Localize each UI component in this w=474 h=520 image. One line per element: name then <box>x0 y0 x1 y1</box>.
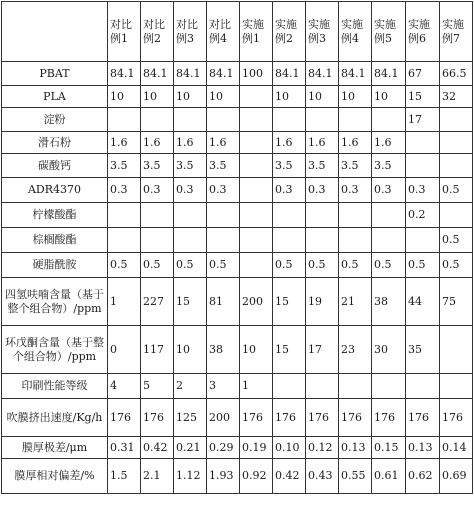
table-cell: 30 <box>372 326 406 374</box>
table-cell: 200 <box>207 399 240 437</box>
table-cell: 0.3 <box>108 178 141 203</box>
table-cell: 0.5 <box>339 253 372 278</box>
table-cell <box>240 154 273 178</box>
column-header: 实施例7 <box>440 2 473 62</box>
table-cell <box>273 108 306 132</box>
table-cell: 176 <box>108 399 141 437</box>
table-cell: 0.3 <box>174 178 207 203</box>
table-cell: 0.3 <box>406 178 440 203</box>
table-cell <box>108 108 141 132</box>
table-cell <box>240 203 273 228</box>
table-cell: 3.5 <box>207 154 240 178</box>
table-cell: 10 <box>372 86 406 108</box>
column-header: 对比例4 <box>207 2 240 62</box>
table-cell: 176 <box>372 399 406 437</box>
table-cell: 0.31 <box>108 437 141 459</box>
table-cell: 0.10 <box>273 437 306 459</box>
table-cell: 19 <box>306 278 339 326</box>
table-cell <box>273 374 306 399</box>
table-cell: 84.1 <box>372 62 406 86</box>
table-cell: 1.6 <box>207 132 240 154</box>
table-cell: 84.1 <box>108 62 141 86</box>
table-row <box>2 253 473 278</box>
table-cell: 0.2 <box>406 203 440 228</box>
table-cell <box>240 178 273 203</box>
table-cell: 0.29 <box>207 437 240 459</box>
table-cell: 0.5 <box>273 253 306 278</box>
table-cell <box>273 228 306 253</box>
table-cell: 10 <box>306 86 339 108</box>
table-cell <box>372 374 406 399</box>
data-table-wrapper <box>1 1 473 494</box>
table-cell <box>372 203 406 228</box>
table-cell <box>240 108 273 132</box>
table-cell: 17 <box>406 108 440 132</box>
table-cell <box>406 228 440 253</box>
table-cell: 1.12 <box>174 459 207 494</box>
table-cell: 125 <box>174 399 207 437</box>
table-cell: 0.5 <box>174 253 207 278</box>
table-cell: 0.62 <box>406 459 440 494</box>
table-cell: 32 <box>440 86 473 108</box>
table-cell <box>440 108 473 132</box>
table-cell: 176 <box>339 399 372 437</box>
table-cell: 4 <box>108 374 141 399</box>
row-label: 吹膜挤出速度/Kg/h <box>2 399 108 437</box>
table-cell: 23 <box>339 326 372 374</box>
table-cell: 176 <box>273 399 306 437</box>
table-cell: 1 <box>240 374 273 399</box>
table-cell: 15 <box>174 278 207 326</box>
table-cell <box>108 228 141 253</box>
table-row <box>2 278 473 326</box>
column-header: 对比例1 <box>108 2 141 62</box>
table-cell: 0.12 <box>306 437 339 459</box>
table-cell: 1.6 <box>108 132 141 154</box>
row-label: 印刷性能等级 <box>2 374 108 399</box>
table-cell <box>306 374 339 399</box>
table-cell: 0.3 <box>273 178 306 203</box>
table-cell: 0.5 <box>141 253 174 278</box>
row-label: 环戊酮含量（基于整个组合物）/ppm <box>2 326 108 374</box>
row-label: 淀粉 <box>2 108 108 132</box>
table-cell <box>108 203 141 228</box>
table-row <box>2 154 473 178</box>
table-cell <box>372 108 406 132</box>
table-cell: 1.5 <box>108 459 141 494</box>
table-cell: 0.42 <box>141 437 174 459</box>
table-cell <box>240 253 273 278</box>
table-cell: 0 <box>108 326 141 374</box>
row-label: 棕榈酸酯 <box>2 228 108 253</box>
table-cell: 0.21 <box>174 437 207 459</box>
table-cell: 21 <box>339 278 372 326</box>
table-cell: 10 <box>108 86 141 108</box>
row-label: 四氢呋喃含量（基于整个组合物）/ppm <box>2 278 108 326</box>
table-cell: 75 <box>440 278 473 326</box>
column-header: 实施例2 <box>273 2 306 62</box>
table-cell: 44 <box>406 278 440 326</box>
table-row <box>2 437 473 459</box>
table-cell: 0.5 <box>440 228 473 253</box>
table-cell: 176 <box>440 399 473 437</box>
table-cell: 1.6 <box>306 132 339 154</box>
table-cell <box>306 228 339 253</box>
table-cell: 84.1 <box>174 62 207 86</box>
table-cell: 0.5 <box>372 253 406 278</box>
table-cell <box>207 228 240 253</box>
table-cell <box>440 203 473 228</box>
table-cell: 3.5 <box>339 154 372 178</box>
table-cell <box>306 108 339 132</box>
table-row <box>2 459 473 494</box>
table-cell: 2 <box>174 374 207 399</box>
column-header: 实施例4 <box>339 2 372 62</box>
table-row <box>2 203 473 228</box>
table-cell <box>339 203 372 228</box>
table-cell <box>339 374 372 399</box>
table-cell: 0.5 <box>440 253 473 278</box>
table-cell: 176 <box>141 399 174 437</box>
table-cell: 81 <box>207 278 240 326</box>
table-row <box>2 178 473 203</box>
table-cell: 0.14 <box>440 437 473 459</box>
table-cell <box>174 203 207 228</box>
table-cell: 84.1 <box>339 62 372 86</box>
composition-table <box>1 1 473 494</box>
table-cell: 10 <box>141 86 174 108</box>
table-cell: 15 <box>273 326 306 374</box>
table-cell: 15 <box>273 278 306 326</box>
corner-cell <box>2 2 108 62</box>
table-cell: 15 <box>406 86 440 108</box>
table-cell: 3.5 <box>108 154 141 178</box>
table-cell: 0.43 <box>306 459 339 494</box>
table-cell: 3 <box>207 374 240 399</box>
table-cell: 38 <box>207 326 240 374</box>
table-cell <box>141 228 174 253</box>
table-cell: 10 <box>273 86 306 108</box>
table-cell: 5 <box>141 374 174 399</box>
table-row <box>2 62 473 86</box>
table-cell: 1.93 <box>207 459 240 494</box>
row-label: 碳酸钙 <box>2 154 108 178</box>
table-cell: 35 <box>406 326 440 374</box>
column-header: 实施例1 <box>240 2 273 62</box>
table-cell: 0.61 <box>372 459 406 494</box>
table-cell: 0.3 <box>207 178 240 203</box>
column-header: 对比例2 <box>141 2 174 62</box>
table-cell <box>440 374 473 399</box>
table-cell: 0.5 <box>440 178 473 203</box>
row-label: 柠檬酸酯 <box>2 203 108 228</box>
table-cell: 2.1 <box>141 459 174 494</box>
table-cell <box>207 108 240 132</box>
table-cell: 67 <box>406 62 440 86</box>
table-cell: 0.5 <box>207 253 240 278</box>
table-cell: 117 <box>141 326 174 374</box>
table-cell <box>240 86 273 108</box>
table-cell: 227 <box>141 278 174 326</box>
table-cell <box>174 108 207 132</box>
row-label: PBAT <box>2 62 108 86</box>
table-cell <box>440 154 473 178</box>
table-row <box>2 374 473 399</box>
table-cell: 0.13 <box>406 437 440 459</box>
table-cell: 1.6 <box>141 132 174 154</box>
table-cell: 0.5 <box>406 253 440 278</box>
table-cell: 1 <box>108 278 141 326</box>
table-cell <box>141 108 174 132</box>
table-cell: 176 <box>240 399 273 437</box>
table-cell: 1.6 <box>174 132 207 154</box>
table-cell: 1.6 <box>339 132 372 154</box>
column-header: 实施例5 <box>372 2 406 62</box>
table-cell <box>372 228 406 253</box>
row-label: 膜厚相对偏差/% <box>2 459 108 494</box>
table-cell: 84.1 <box>207 62 240 86</box>
table-cell: 84.1 <box>273 62 306 86</box>
table-row <box>2 326 473 374</box>
table-cell <box>339 228 372 253</box>
table-cell: 84.1 <box>141 62 174 86</box>
table-cell <box>174 228 207 253</box>
table-cell: 3.5 <box>306 154 339 178</box>
table-row <box>2 132 473 154</box>
table-cell <box>406 154 440 178</box>
row-label: 膜厚极差/μm <box>2 437 108 459</box>
table-cell: 176 <box>306 399 339 437</box>
table-cell: 1.6 <box>273 132 306 154</box>
table-cell: 38 <box>372 278 406 326</box>
table-cell <box>273 203 306 228</box>
column-header: 对比例3 <box>174 2 207 62</box>
table-cell: 0.69 <box>440 459 473 494</box>
table-cell: 0.3 <box>306 178 339 203</box>
table-row <box>2 228 473 253</box>
table-cell: 0.3 <box>372 178 406 203</box>
table-row <box>2 86 473 108</box>
table-cell: 0.5 <box>306 253 339 278</box>
row-label: ADR4370 <box>2 178 108 203</box>
table-cell: 3.5 <box>174 154 207 178</box>
table-cell <box>406 374 440 399</box>
table-cell: 10 <box>174 86 207 108</box>
table-cell: 176 <box>406 399 440 437</box>
table-cell <box>440 132 473 154</box>
table-cell: 0.42 <box>273 459 306 494</box>
column-header: 实施例3 <box>306 2 339 62</box>
table-cell <box>440 326 473 374</box>
column-header: 实施例6 <box>406 2 440 62</box>
table-cell: 10 <box>339 86 372 108</box>
table-cell <box>306 203 339 228</box>
row-label: 滑石粉 <box>2 132 108 154</box>
table-cell: 0.19 <box>240 437 273 459</box>
table-cell: 17 <box>306 326 339 374</box>
table-cell <box>240 228 273 253</box>
table-cell: 66.5 <box>440 62 473 86</box>
table-cell <box>339 108 372 132</box>
row-label: 硬脂酰胺 <box>2 253 108 278</box>
table-cell: 0.3 <box>339 178 372 203</box>
table-cell: 200 <box>240 278 273 326</box>
table-cell: 0.5 <box>108 253 141 278</box>
table-cell: 1.6 <box>372 132 406 154</box>
table-cell: 0.55 <box>339 459 372 494</box>
table-cell: 84.1 <box>306 62 339 86</box>
table-cell <box>141 203 174 228</box>
table-cell: 0.3 <box>141 178 174 203</box>
table-cell: 10 <box>174 326 207 374</box>
table-cell <box>207 203 240 228</box>
table-row <box>2 399 473 437</box>
table-cell: 100 <box>240 62 273 86</box>
table-cell <box>240 132 273 154</box>
table-cell: 10 <box>207 86 240 108</box>
table-cell: 3.5 <box>273 154 306 178</box>
table-row <box>2 108 473 132</box>
table-cell: 3.5 <box>141 154 174 178</box>
table-body <box>2 62 473 494</box>
table-cell: 0.15 <box>372 437 406 459</box>
table-cell: 0.92 <box>240 459 273 494</box>
table-cell: 0.13 <box>339 437 372 459</box>
table-cell <box>406 132 440 154</box>
table-cell: 10 <box>240 326 273 374</box>
header-row <box>2 2 473 62</box>
row-label: PLA <box>2 86 108 108</box>
table-cell: 3.5 <box>372 154 406 178</box>
